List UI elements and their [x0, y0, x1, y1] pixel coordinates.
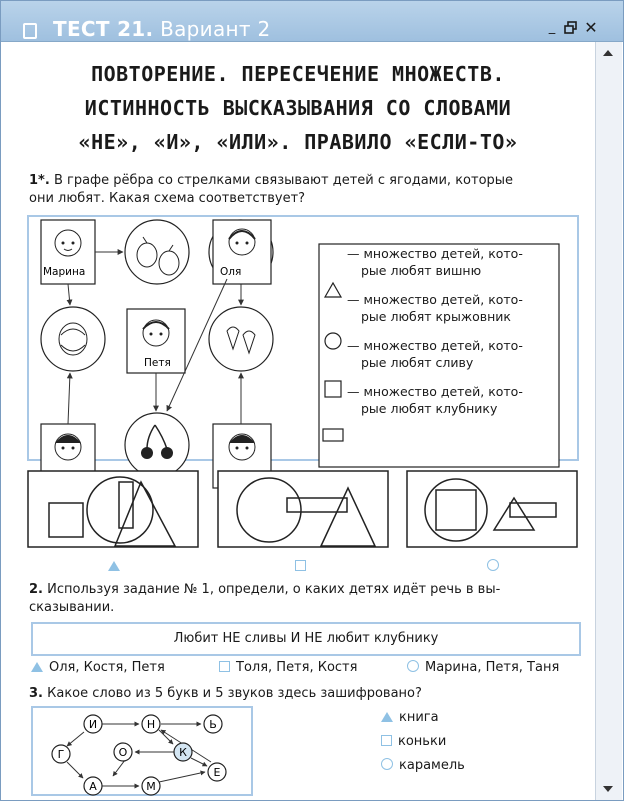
legend-item-plum — [347, 337, 523, 371]
cipher-letter-label: Н — [146, 718, 156, 731]
question-3-option-1-label: книга — [399, 710, 439, 725]
minimize-icon[interactable]: _ — [548, 20, 556, 35]
question-3-option-2-label: коньки — [398, 734, 447, 749]
cipher-letter-label: И — [88, 718, 98, 731]
cipher-letter-node — [204, 715, 222, 733]
cipher-letter-node — [142, 777, 160, 795]
window-title — [53, 17, 271, 41]
triangle-icon — [31, 662, 43, 672]
question-3-number: 3. — [29, 686, 43, 701]
answer-marker-square[interactable] — [295, 556, 306, 575]
question-2-option-3-label: Марина, Петя, Таня — [425, 660, 560, 675]
heading-line-3: «НЕ», «И», «ИЛИ». ПРАВИЛО «ЕСЛИ-ТО» — [78, 130, 518, 154]
question-2-statement: Любит НЕ сливы И НЕ любит клубнику — [31, 622, 581, 656]
circle-icon — [381, 758, 393, 770]
question-1-text — [29, 172, 589, 208]
question-1-number: 1*. — [29, 173, 50, 188]
legend-gooseberry-line-1: — множество детей, кото- — [347, 292, 523, 307]
legend-strawberry-line-2: рые любят клубнику — [361, 401, 498, 416]
question-2-option-2[interactable] — [219, 660, 357, 675]
letter-cipher-graph — [31, 706, 253, 796]
question-2-option-3[interactable] — [407, 660, 559, 675]
question-2-text — [29, 581, 589, 617]
child-node-olya — [213, 220, 271, 284]
question-3-text — [29, 685, 589, 703]
title-bar[interactable] — [1, 1, 623, 42]
cipher-letter-node — [142, 715, 160, 733]
answer-marker-circle[interactable] — [487, 556, 499, 575]
question-2-option-1[interactable] — [31, 660, 165, 675]
circle-icon — [407, 660, 419, 672]
svg-text:Петя: Петя — [144, 357, 171, 369]
window-title-variant: Вариант 2 — [153, 17, 271, 41]
heading-line-1: ПОВТОРЕНИЕ. ПЕРЕСЕЧЕНИЕ МНОЖЕСТВ. — [91, 62, 505, 86]
cipher-letter-node — [52, 745, 70, 763]
question-3-option-2[interactable] — [381, 734, 446, 749]
berry-node-cherry — [125, 413, 189, 477]
cipher-letter-node — [84, 715, 102, 733]
question-1-line-1: В графе рёбра со стрелками связывают детей с ягодами, которые — [53, 173, 514, 188]
berry-node-gooseberry-top — [125, 220, 189, 284]
square-icon — [219, 661, 230, 672]
question-3-option-3-label: карамель — [399, 758, 465, 773]
legend-strawberry-line-1: — множество детей, кото- — [347, 384, 523, 399]
app-icon — [23, 23, 37, 39]
svg-text:Оля: Оля — [220, 266, 242, 278]
window-title-bold: ТЕСТ 21. — [53, 17, 154, 41]
child-node-petya — [127, 309, 185, 373]
legend-gooseberry-line-2: рые любят крыжовник — [361, 309, 511, 324]
legend-item-strawberry — [347, 383, 523, 417]
cipher-letter-label: А — [89, 780, 97, 793]
legend-item-gooseberry — [347, 291, 523, 325]
question-2-line-1: Используя задание № 1, определи, о каких детях идёт речь в вы- — [47, 582, 501, 597]
cipher-letter-label: М — [146, 780, 156, 793]
berry-node-plum — [41, 307, 105, 371]
set-diagram-option-1[interactable] — [27, 470, 207, 552]
scroll-down-icon[interactable] — [603, 786, 613, 792]
legend-cherry-line-2: рые любят вишню — [361, 263, 482, 278]
vertical-scrollbar[interactable] — [595, 42, 622, 800]
legend-item-cherry — [347, 245, 523, 279]
question-2-number: 2. — [29, 582, 43, 597]
square-icon — [381, 735, 392, 746]
child-node-marina — [41, 220, 95, 284]
cipher-letter-label: Е — [213, 766, 221, 779]
answer-marker-triangle[interactable] — [108, 556, 120, 575]
legend-cherry-line-1: — множество детей, кото- — [347, 246, 523, 261]
question-3-option-1[interactable] — [381, 710, 439, 725]
cipher-letter-label: Ь — [209, 718, 217, 731]
triangle-icon — [381, 712, 393, 722]
heading-line-2: ИСТИННОСТЬ ВЫСКАЗЫВАНИЯ СО СЛОВАМИ — [84, 96, 512, 120]
set-diagram-option-3[interactable] — [406, 470, 586, 552]
close-icon[interactable]: ✕ — [584, 18, 598, 37]
question-3-option-3[interactable] — [381, 758, 465, 773]
restore-icon[interactable] — [564, 21, 578, 35]
cipher-letter-label: О — [118, 746, 128, 759]
test-content — [1, 42, 595, 800]
legend-plum-line-1: — множество детей, кото- — [347, 338, 523, 353]
cipher-letter-node — [84, 777, 102, 795]
cipher-letter-label: Г — [57, 748, 65, 761]
legend-plum-line-2: рые любят сливу — [361, 355, 474, 370]
question-2-option-2-label: Толя, Петя, Костя — [236, 660, 358, 675]
berry-node-strawberry — [209, 307, 273, 371]
cipher-letter-label: К — [179, 746, 187, 759]
question-3-line: Какое слово из 5 букв и 5 звуков здесь зашифровано? — [47, 686, 422, 701]
question-2-option-1-label: Оля, Костя, Петя — [49, 660, 165, 675]
cipher-letter-node — [174, 743, 192, 761]
svg-text:Марина: Марина — [43, 266, 86, 278]
question-2-line-2: сказывании. — [29, 600, 115, 615]
set-diagram-option-2[interactable] — [217, 470, 397, 552]
scroll-up-icon[interactable] — [603, 50, 613, 56]
cipher-letter-node — [208, 763, 226, 781]
cipher-letter-node — [114, 743, 132, 761]
question-1-line-2: они любят. Какая схема соответствует? — [29, 191, 306, 206]
